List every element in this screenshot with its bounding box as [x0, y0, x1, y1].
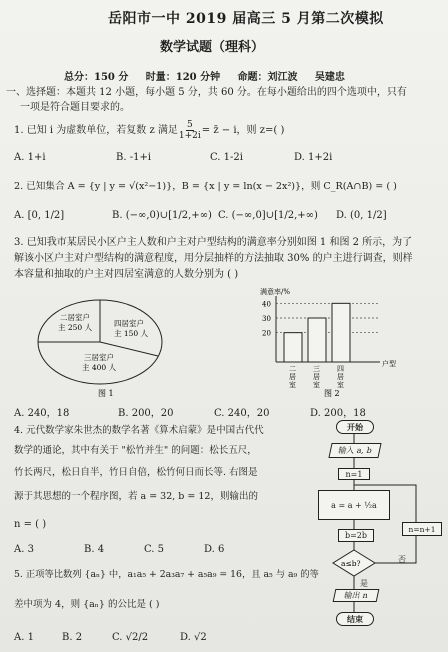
q3-option-d: D. 200，18: [310, 408, 366, 419]
flowchart-no-label: 否: [398, 555, 406, 564]
flowchart-increment: n=n+1: [402, 522, 442, 536]
q5-option-b: B. 2: [62, 632, 83, 643]
q1-option-a: A. 1+i: [14, 152, 46, 163]
bar-category-label: 室: [337, 381, 344, 389]
pie-label-3room-b: 主 400 人: [82, 363, 117, 372]
exam-title: 岳阳市一中 2019 届高三 5 月第二次模拟: [108, 11, 384, 27]
pie-label-3room-a: 三居室户: [84, 353, 114, 362]
flowchart-update-b: b=2b: [338, 529, 374, 542]
q4-option-a: A. 3: [14, 544, 34, 555]
bar-category-label: 居: [313, 373, 320, 381]
flowchart-init: n=1: [338, 468, 370, 480]
q4-line1: 4. 元代数学家朱世杰的数学名著《算术启蒙》是中国古代代: [14, 425, 264, 436]
bar-category-label: 居: [337, 373, 344, 381]
q1-option-c: C. 1-2i: [210, 152, 243, 163]
q5-option-a: A. 1: [14, 632, 34, 643]
q2-option-a: A. [0, 1/2]: [14, 210, 65, 221]
bar-2: [308, 318, 326, 362]
bar-category-label: 居: [289, 373, 296, 381]
q5-option-c: C. √2/2: [112, 632, 149, 643]
q4-line2: 数学的通论，其中有关于 "松竹并生" 的问题：松长五尺，: [14, 445, 257, 456]
q3-option-a: A. 240，18: [14, 408, 70, 419]
bar-3: [332, 303, 350, 362]
pie-label-2room-a: 二居室户: [60, 313, 90, 322]
q5-line1: 5. 正项等比数列 {aₙ} 中，a₁a₅ + 2a₃a₇ + a₅a₉ = 16，且 a₅ 与 a₉ 的等: [14, 569, 319, 580]
flowchart-update-a: a = a + ½a: [318, 490, 390, 520]
q4-option-d: D. 6: [204, 544, 225, 555]
q3-option-b: B. 200，20: [118, 408, 174, 419]
q1-stem-a: 1. 已知 i 为虚数单位，若复数 z 满足: [14, 124, 178, 136]
bar-ytick-label: 30: [262, 315, 271, 323]
q1-fraction: [179, 120, 201, 141]
bar-ylabel: 满意率/%: [260, 288, 291, 296]
q1-option-d: D. 1+2i: [294, 152, 333, 163]
bar-category-label: 二: [289, 365, 296, 373]
q1-frac-num: 5: [186, 120, 193, 130]
q5-option-d: D. √2: [180, 632, 207, 643]
q4-line5: n = ( ): [14, 519, 47, 530]
bar-1: [284, 333, 302, 362]
flowchart-end: 结束: [336, 612, 374, 626]
bar-category-label: 室: [313, 381, 320, 389]
flowchart-cond-text: a≤b?: [341, 559, 361, 568]
pie-label-2room-b: 主 250 人: [58, 323, 93, 332]
q2-option-b: B. (−∞,0)∪[1/2,+∞): [112, 210, 212, 221]
bar-ytick-label: 20: [262, 329, 271, 338]
flowchart-condition: [332, 549, 376, 577]
bar-category-label: 三: [313, 365, 320, 373]
fig2-caption: 图 2: [324, 389, 340, 398]
flowchart-yes-label: 是: [360, 579, 368, 588]
bar-ytick-label: 40: [262, 300, 271, 309]
q5-line2: 差中项为 4，则 {aₙ} 的公比是 ( ): [14, 599, 160, 610]
q2-option-d: D. (0, 1/2]: [336, 210, 387, 221]
bar-category-label: 室: [289, 381, 296, 389]
q4-option-b: B. 4: [84, 544, 105, 555]
bar-xlabel: 户型: [382, 360, 396, 368]
q3-line2: 解该小区户主对户型结构的满意程度，用分层抽样的方法抽取 30% 的户主进行调查，则样: [14, 253, 413, 264]
q4-option-c: C. 5: [144, 544, 165, 555]
q2-option-c: C. (−∞,0]∪[1/2,+∞): [218, 210, 318, 221]
q1-option-b: B. -1+i: [116, 152, 152, 163]
pie-label-4room-a: 四居室户: [114, 319, 144, 328]
bar-chart-figure: [258, 286, 408, 401]
exam-subtitle: 数学试题（理科）: [160, 40, 265, 55]
q4-line4: 源于其思想的一个程序图，若 a = 32, b = 12，则输出的: [14, 491, 258, 502]
q4-line3: 竹长两尺，松日自半，竹日自倍，松竹何日而长等. 右图是: [14, 467, 258, 478]
q1-stem-b: = z̄ − i，则 z=( ): [201, 124, 285, 136]
fig1-caption: 图 1: [98, 389, 114, 398]
q3-option-c: C. 240，20: [214, 408, 270, 419]
pie-chart-figure: [30, 292, 200, 402]
section1-line1: 一、选择题：本题共 12 小题，每小题 5 分，共 60 分。在每小题给出的四个选项中，只有: [6, 87, 407, 98]
flowchart-output: 输出 n: [333, 589, 380, 602]
bar-category-label: 四: [337, 365, 344, 373]
flowchart-start: 开始: [336, 420, 374, 434]
q2-stem: 2. 已知集合 A = {y | y = √(x²−1)}，B = {x | y = ln(x − 2x²)}，则 C_R(A∩B) = ( ): [14, 181, 397, 192]
q1-stem: [14, 120, 284, 141]
q1-frac-den: 1+2i: [178, 131, 201, 141]
pie-label-4room-b: 主 150 人: [114, 329, 149, 338]
q3-line3: 本容量和抽取的户主对四居室满意的人数分别为 ( ): [14, 269, 239, 280]
flowchart-input: 输入 a, b: [328, 443, 381, 458]
section1-line2: 一项是符合题目要求的。: [20, 102, 130, 113]
bar-series: [262, 300, 378, 389]
exam-meta: 总分：150 分 时量：120 分钟 命题：刘江波 吴建忠: [64, 72, 345, 83]
q3-line1: 3. 已知我市某居民小区户主人数和户主对户型结构的满意率分别如图 1 和图 2 所示，为了: [14, 237, 413, 248]
